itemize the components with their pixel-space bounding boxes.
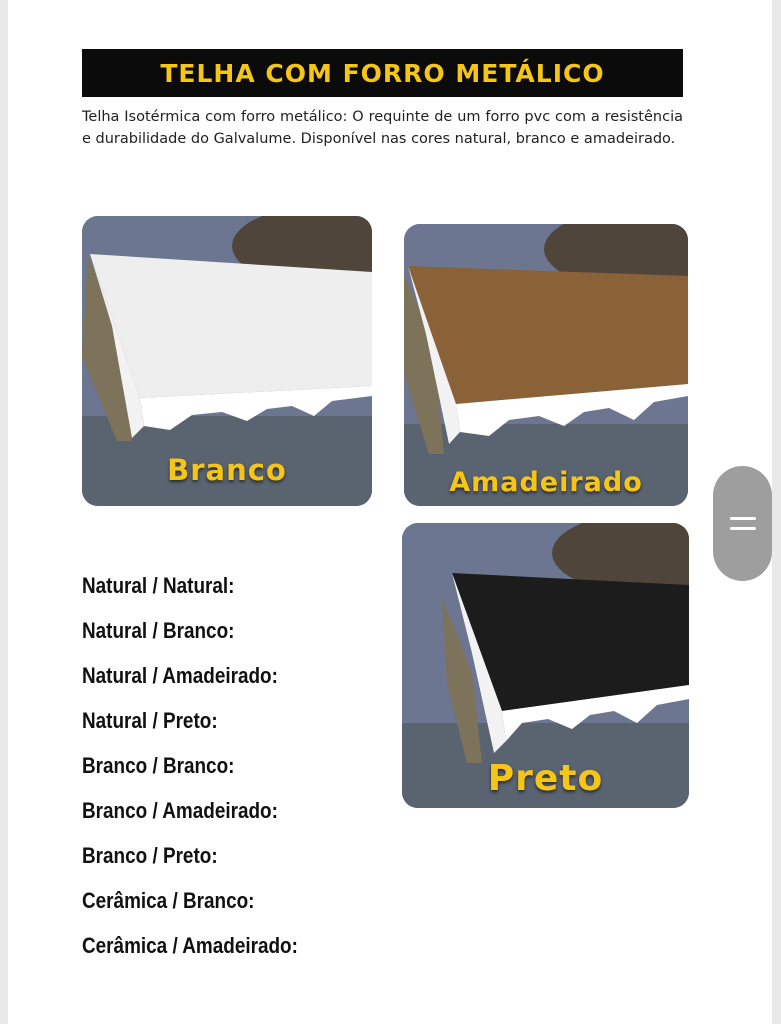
list-item: Natural / Branco:	[82, 618, 235, 643]
card-label-branco: Branco	[167, 453, 287, 487]
list-item: Natural / Amadeirado:	[82, 663, 278, 688]
title-banner	[82, 49, 683, 97]
card-label-preto: Preto	[487, 758, 604, 799]
list-item: Natural / Preto:	[82, 708, 218, 733]
roof-panel-amadeirado-image	[404, 224, 688, 506]
product-card-amadeirado	[404, 224, 688, 506]
drag-handle-icon	[730, 515, 756, 533]
card-label-amadeirado: Amadeirado	[449, 467, 643, 498]
intro-paragraph: Telha Isotérmica com forro metálico: O requinte de um forro pvc com a resistência e durabilidade do Galvalume. Disponível nas cores natural, branco e amadeirado.	[82, 109, 683, 147]
list-item: Branco / Branco:	[82, 753, 235, 778]
list-item: Cerâmica / Amadeirado:	[82, 933, 298, 958]
product-card-preto	[402, 523, 689, 808]
combination-list	[82, 563, 382, 968]
scrollbar-handle[interactable]	[713, 466, 772, 581]
product-card-branco	[82, 216, 372, 506]
list-item: Branco / Preto:	[82, 843, 218, 868]
list-item: Branco / Amadeirado:	[82, 798, 278, 823]
list-item: Natural / Natural:	[82, 573, 235, 598]
panel-surface	[408, 266, 688, 404]
list-item: Cerâmica / Branco:	[82, 888, 255, 913]
page-title: TELHA COM FORRO METÁLICO	[160, 58, 605, 88]
